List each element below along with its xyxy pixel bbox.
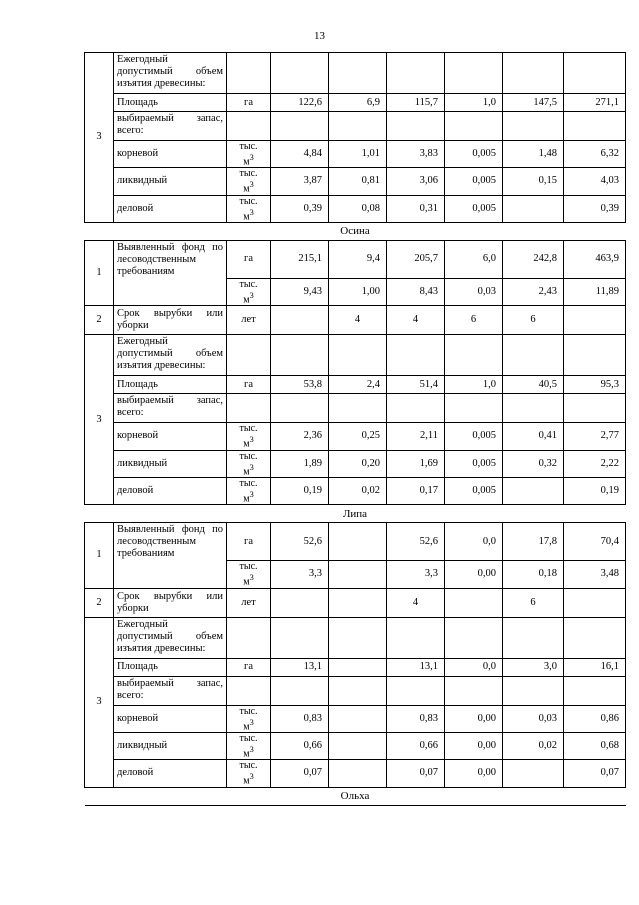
value-cell: 1,48 [503,141,564,168]
table-cell: 4 [387,306,445,335]
table-row [85,168,626,195]
table-row: ликвидный тыс. $м^3$ 0,66 0,66 0,00 0,02 0,68 [85,732,626,759]
value-cell: 0,68 [564,732,626,759]
table-cell: 3 [85,617,114,787]
value-cell [329,732,387,759]
value-cell: 242,8 [503,240,564,278]
value-cell: 0,20 [329,450,387,477]
value-cell: 40,5 [503,376,564,394]
table-row [85,53,626,94]
value-cell: 0,17 [387,477,445,504]
value-cell: 147,5 [503,94,564,112]
table-row: выбираемый запас, всего: [85,394,626,423]
value-cell [329,705,387,732]
table-cell: 4 [329,306,387,335]
table-row: 1 Выявленный фонд по лесоводственным требованиям га 52,6 52,6 0,0 17,8 70,4 [85,523,626,561]
unit-cell: тыс. $м^3$ [227,195,271,222]
value-cell: 4,03 [564,168,626,195]
fund-label: Выявленный фонд по лесоводственным требованиям [114,240,227,305]
value-cell: 6,0 [445,240,503,278]
table-cell: 4 [387,588,445,617]
value-cell: 0,03 [445,278,503,305]
value-cell: 0,03 [503,705,564,732]
value-cell: 0,83 [271,705,329,732]
table-cell [564,588,626,617]
unit-cell: тыс. $м^3$ [227,278,271,305]
value-cell: 9,4 [329,240,387,278]
value-cell: 1,89 [271,450,329,477]
table-cell [271,588,329,617]
value-cell: 6,9 [329,94,387,112]
value-cell: 2,22 [564,450,626,477]
value-cell: 1,0 [445,376,503,394]
value-cell: 0,005 [445,141,503,168]
value-cell: 8,43 [387,278,445,305]
value-cell: 51,4 [387,376,445,394]
value-cell: 4,84 [271,141,329,168]
value-cell: 13,1 [387,658,445,676]
value-cell: 0,41 [503,423,564,450]
unit-cell: тыс. $м^3$ [227,450,271,477]
value-cell: 0,39 [271,195,329,222]
value-cell: 3,0 [503,658,564,676]
value-cell: 0,005 [445,423,503,450]
table-row: деловой тыс. $м^3$ 0,07 0,07 0,00 0,07 [85,760,626,787]
value-cell: 0,66 [387,732,445,759]
table-row: корневой тыс. $м^3$ 2,36 0,25 2,11 0,005 0,41 2,77 [85,423,626,450]
value-cell: 0,0 [445,658,503,676]
forest-harvest-table [84,52,626,806]
value-cell: 3,06 [387,168,445,195]
unit-cell: тыс. $м^3$ [227,561,271,588]
value-cell: 0,07 [271,760,329,787]
value-cell: 0,66 [271,732,329,759]
table-cell: га [227,240,271,278]
value-cell: 0,00 [445,705,503,732]
table-row: выбираемый запас, всего: [85,676,626,705]
value-cell: 0,39 [564,195,626,222]
value-cell: 2,4 [329,376,387,394]
value-cell [503,477,564,504]
section-heading-olkha: Ольха [85,787,626,805]
row-number: 3 [85,53,114,223]
value-cell: 1,00 [329,278,387,305]
table-row [85,240,626,278]
value-cell: 3,3 [271,561,329,588]
value-cell: 0,83 [387,705,445,732]
value-cell: 0,32 [503,450,564,477]
table-cell: га [227,376,271,394]
table-row: корневой тыс. $м^3$ 0,83 0,83 0,00 0,03 0,86 [85,705,626,732]
value-cell: 3,87 [271,168,329,195]
value-cell: 0,00 [445,732,503,759]
liquid-label: ликвидный [114,168,227,195]
value-cell: 53,8 [271,376,329,394]
value-cell [329,760,387,787]
unit-cell: га [227,94,271,112]
stock-label: выбираемый запас, всего: [114,112,227,141]
table-cell: лет [227,306,271,335]
table-cell: 1 [85,240,114,305]
table-row: Площадь га 53,8 2,4 51,4 1,0 40,5 95,3 [85,376,626,394]
value-cell: 16,1 [564,658,626,676]
value-cell: 52,6 [387,523,445,561]
area-label: Площадь [114,94,227,112]
value-cell: 0,19 [271,477,329,504]
table-row [85,112,626,141]
root-label: корневой [114,141,227,168]
table-row [85,141,626,168]
value-cell: 0,86 [564,705,626,732]
unit-cell: тыс. $м^3$ [227,705,271,732]
value-cell: 70,4 [564,523,626,561]
unit-cell: тыс. $м^3$ [227,141,271,168]
unit-cell: тыс. $м^3$ [227,423,271,450]
value-cell: 0,81 [329,168,387,195]
table-row: 2 Срок вырубки или уборки лет 4 6 [85,588,626,617]
unit-cell: тыс. $м^3$ [227,477,271,504]
table-cell [271,306,329,335]
section-heading-osina: Осина [85,222,626,240]
value-cell: 0,15 [503,168,564,195]
value-cell: 0,00 [445,760,503,787]
value-cell: 0,18 [503,561,564,588]
value-cell: 2,11 [387,423,445,450]
value-cell: 9,43 [271,278,329,305]
value-cell [329,523,387,561]
unit-cell: тыс. $м^3$ [227,732,271,759]
value-cell [503,760,564,787]
harvest-label: Ежегодный допустимый объем изъятия древесины: [114,53,227,94]
table-cell: 2 [85,306,114,335]
value-cell: 1,69 [387,450,445,477]
value-cell: 1,0 [445,94,503,112]
value-cell: 0,07 [387,760,445,787]
page-number: 13 [314,30,325,42]
value-cell: 0,005 [445,195,503,222]
table-cell: 2 [85,588,114,617]
value-cell [329,561,387,588]
value-cell [503,195,564,222]
value-cell: 205,7 [387,240,445,278]
table-cell: 6 [445,306,503,335]
business-label: деловой [114,195,227,222]
table-row: 3 Ежегодный допустимый объем изъятия древесины: [85,617,626,658]
value-cell: 122,6 [271,94,329,112]
table-cell: 3 [85,335,114,505]
table-cell: га [227,523,271,561]
table-row [85,306,626,335]
value-cell: 52,6 [271,523,329,561]
value-cell: 2,43 [503,278,564,305]
table-row: Площадь га 13,1 13,1 0,0 3,0 16,1 [85,658,626,676]
table-row: деловой тыс. $м^3$ 0,19 0,02 0,17 0,005 0,19 [85,477,626,504]
table-cell [564,306,626,335]
value-cell: 17,8 [503,523,564,561]
table-cell: лет [227,588,271,617]
unit-cell: тыс. $м^3$ [227,168,271,195]
table-cell: га [227,658,271,676]
table-row [85,94,626,112]
value-cell: 0,0 [445,523,503,561]
value-cell: 0,02 [329,477,387,504]
table-row: 3 Ежегодный допустимый объем изъятия древесины: [85,335,626,376]
table-row: ликвидный тыс. $м^3$ 1,89 0,20 1,69 0,005 0,32 2,22 [85,450,626,477]
value-cell: 3,3 [387,561,445,588]
table-cell [329,588,387,617]
value-cell: 0,02 [503,732,564,759]
value-cell: 1,01 [329,141,387,168]
value-cell: 0,08 [329,195,387,222]
value-cell: 0,07 [564,760,626,787]
value-cell [329,658,387,676]
value-cell: 115,7 [387,94,445,112]
value-cell: 0,31 [387,195,445,222]
value-cell: 95,3 [564,376,626,394]
table-cell: 6 [503,306,564,335]
value-cell: 271,1 [564,94,626,112]
value-cell: 13,1 [271,658,329,676]
table-cell [445,588,503,617]
value-cell: 11,89 [564,278,626,305]
table-cell: 1 [85,523,114,588]
value-cell: 215,1 [271,240,329,278]
value-cell: 463,9 [564,240,626,278]
value-cell: 3,83 [387,141,445,168]
term-label: Срок вырубки или уборки [114,306,227,335]
value-cell: 0,25 [329,423,387,450]
value-cell: 0,005 [445,168,503,195]
table-cell: 6 [503,588,564,617]
value-cell: 2,77 [564,423,626,450]
value-cell: 0,19 [564,477,626,504]
value-cell: 0,005 [445,450,503,477]
table-row [85,195,626,222]
value-cell: 0,00 [445,561,503,588]
unit-cell: тыс. $м^3$ [227,760,271,787]
section-heading-lipa: Липа [85,505,626,523]
value-cell: 2,36 [271,423,329,450]
value-cell: 0,005 [445,477,503,504]
value-cell: 6,32 [564,141,626,168]
value-cell: 3,48 [564,561,626,588]
